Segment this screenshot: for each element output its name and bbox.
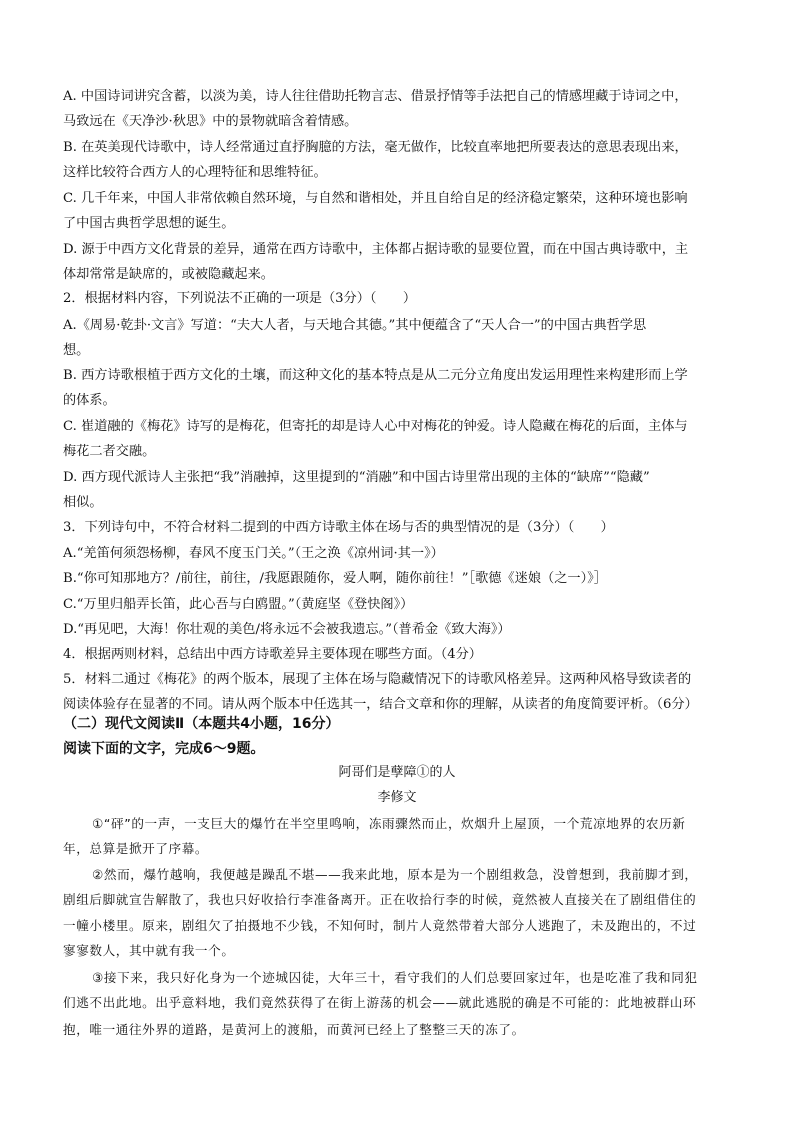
text-line: D.“再见吧，大海！你壮观的美色/将永远不会被我遗忘。”（普希金《致大海》） bbox=[63, 622, 511, 637]
text-line: C. 几千年来，中国人非常依赖自然环境，与自然和谐相处，并且自给自足的经济稳定繁荣，这种环境也影响 bbox=[63, 191, 688, 206]
text-line: 5．材料二通过《梅花》的两个版本，展现了主体在场与隐藏情况下的诗歌风格差异。这两种风格导致读者的 bbox=[63, 672, 692, 687]
story-line: 抱，唯一通往外界的道路，是黄河上的渡船，而黄河已经上了整整三天的冻了。 bbox=[63, 1022, 525, 1037]
reading-instruction: 阅读下面的文字，完成6～9题。 bbox=[63, 741, 265, 757]
story-line: 们逃不出此地。出乎意料地，我们竟然获得了在街上游荡的机会——就此逃脱的确是不可能的：此地被群山环 bbox=[63, 995, 697, 1010]
text-line: 的体系。 bbox=[63, 393, 116, 408]
text-line: A.“羌笛何须怨杨柳，春风不度玉门关。”（王之涣《凉州词·其一》） bbox=[63, 546, 444, 561]
text-line: B. 在英美现代诗歌中，诗人经常通过直抒胸臆的方法，毫无做作，比较直率地把所要表达的意思表现出来， bbox=[63, 140, 688, 155]
text-line: 了中国古典哲学思想的诞生。 bbox=[63, 216, 235, 231]
story-line: 一幢小楼里。原来，剧组欠了拍摄地不少钱，不知何时，制片人竟然带着大部分人逃跑了，未及跑出的，不过 bbox=[63, 918, 697, 933]
text-line: 梅花二者交融。 bbox=[63, 444, 156, 459]
text-line: 马致远在《天净沙·秋思》中的景物就暗含着情感。 bbox=[63, 114, 358, 129]
text-line: A. 中国诗词讲究含蓄，以淡为美，诗人往往借助托物言志、借景抒情等手法把自己的情感埋藏于诗词之中， bbox=[63, 89, 688, 104]
story-line: 年，总算是掀开了序幕。 bbox=[63, 841, 209, 856]
text-line: 体却常常是缺席的，或被隐藏起来。 bbox=[63, 267, 274, 282]
text-line: 3．下列诗句中，不符合材料二提到的中西方诗歌主体在场与否的典型情况的是（3分）（ ） bbox=[63, 520, 614, 535]
text-line: 想。 bbox=[63, 343, 90, 358]
text-line: B.“你可知那地方？/前往，前往，/我愿跟随你，爱人啊，随你前往！”［歌德《迷娘（之一）》］ bbox=[63, 571, 607, 586]
text-line: 阅读体验存在显著的不同。请从两个版本中任选其一，结合文章和你的理解，从读者的角度简要评析。（6分） bbox=[63, 697, 698, 712]
text-line: C.“万里归船弄长笛，此心吾与白鸥盟。”（黄庭坚《登快阁》） bbox=[63, 597, 414, 612]
text-line: D. 西方现代派诗人主张把“我”消融掉，这里提到的“消融”和中国古诗里常出现的主体的“缺席”“隐藏” bbox=[63, 470, 650, 485]
story-title: 阿哥们是孽障①的人 bbox=[338, 765, 456, 780]
text-line: 4．根据两则材料，总结出中西方诗歌差异主要体现在哪些方面。（4分） bbox=[63, 647, 482, 662]
text-line: D. 源于中西方文化背景的差异，通常在西方诗歌中，主体都占据诗歌的显要位置，而在中国古典诗歌中，主 bbox=[63, 242, 689, 257]
text-line: 相似。 bbox=[63, 495, 103, 510]
text-line: 这样比较符合西方人的心理特征和思维特征。 bbox=[63, 165, 327, 180]
story-line: ③接下来，我只好化身为一个迹城囚徒，大年三十，看守我们的人们总要回家过年，也是吃准了我和同犯 bbox=[92, 970, 698, 985]
text-line: B. 西方诗歌根植于西方文化的土壤，而这种文化的基本特点是从二元分立角度出发运用理性来构建形而上学 bbox=[63, 368, 688, 383]
text-line: C. 崔道融的《梅花》诗写的是梅花，但寄托的却是诗人心中对梅花的钟爱。诗人隐藏在梅花的后面，主体与 bbox=[63, 419, 688, 434]
text-line: 2．根据材料内容，下列说法不正确的一项是（3分）（ ） bbox=[63, 291, 417, 306]
story-line: ②然而，爆竹越响，我便越是躁乱不堪——我来此地，原本是为一个剧组救急，没曾想到，我前脚才到， bbox=[92, 867, 698, 882]
text-line: A.《周易·乾卦·文言》写道：“夫大人者，与天地合其德。”其中便蕴含了“天人合一”的中国古典哲学思 bbox=[63, 318, 647, 333]
story-author: 李修文 bbox=[377, 790, 417, 805]
story-line: ①“砰”的一声，一支巨大的爆竹在半空里鸣响，冻雨骤然而止，炊烟升上屋顶，一个荒凉地界的农历新 bbox=[92, 816, 686, 831]
story-line: 寥寥数人，其中就有我一个。 bbox=[63, 943, 235, 958]
section-heading: （二）现代文阅读Ⅱ（本题共4小题，16分） bbox=[63, 716, 340, 732]
story-line: 剧组后脚就宣告解散了，我也只好收拾行李准备离开。正在收拾行李的时候，竟然被人直接关在了剧组借住的 bbox=[63, 892, 697, 907]
